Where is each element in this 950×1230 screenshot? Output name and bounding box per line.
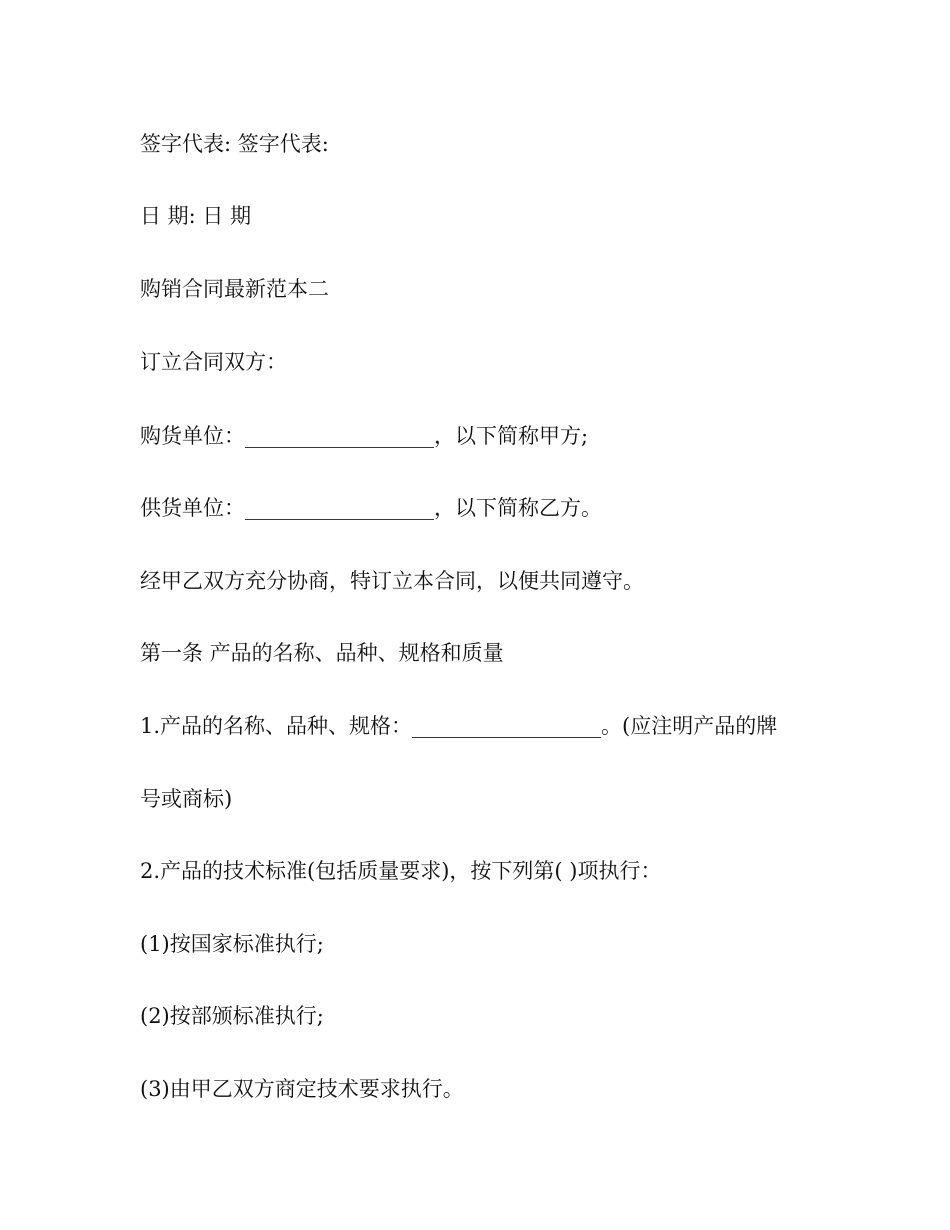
contract-parties-heading: 订立合同双方： — [140, 350, 287, 374]
supplier-unit-line: 供货单位：__________________，以下简称乙方。 — [140, 496, 602, 520]
national-standard-option: (1)按国家标准执行; — [140, 932, 324, 956]
article-one-heading: 第一条 产品的名称、品种、规格和质量 — [140, 641, 504, 665]
product-name-spec-line: 1.产品的名称、品种、规格：__________________。(应注明产品的牌 — [140, 714, 778, 738]
agreement-statement: 经甲乙双方充分协商，特订立本合同，以便共同遵守。 — [140, 569, 644, 593]
technical-standard-line: 2.产品的技术标准(包括质量要求)，按下列第( )项执行： — [140, 859, 662, 883]
product-name-spec-line-continued: 号或商标) — [140, 787, 233, 811]
buyer-unit-line: 购货单位：__________________，以下简称甲方; — [140, 424, 589, 448]
mutual-agreement-option: (3)由甲乙双方商定技术要求执行。 — [140, 1077, 464, 1101]
signature-representative-line: 签字代表: 签字代表: — [140, 132, 329, 156]
ministry-standard-option: (2)按部颁标准执行; — [140, 1004, 324, 1028]
contract-title: 购销合同最新范本二 — [140, 277, 329, 301]
date-line: 日 期: 日 期 — [140, 204, 252, 228]
